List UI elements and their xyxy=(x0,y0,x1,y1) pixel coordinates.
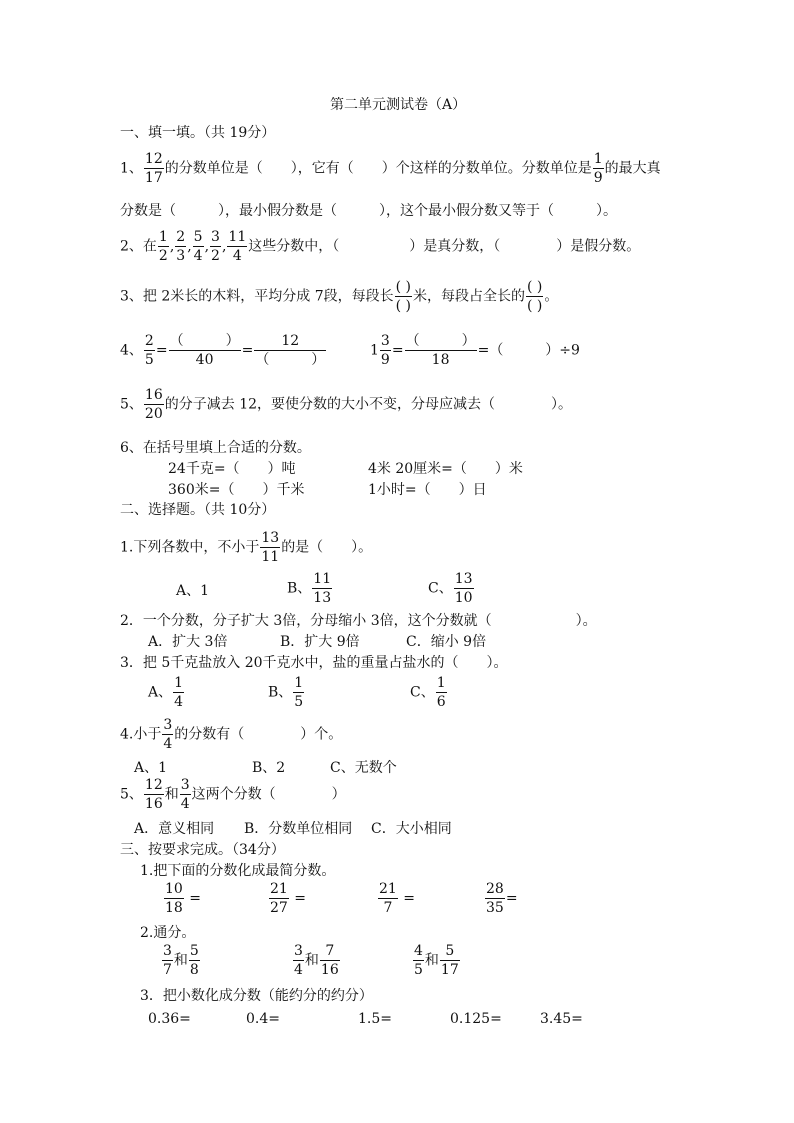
option-label: A、 xyxy=(148,684,173,701)
s1-q6-item: 1小时=（ ）日 xyxy=(368,482,487,498)
s2-q5-num: 5、 xyxy=(120,786,143,803)
s3-p3-item: 0.36= xyxy=(148,1011,191,1027)
s2-q2-optB: B．扩大 9倍 xyxy=(280,634,360,650)
s3-p1-title: 1.把下面的分数化成最简分数。 xyxy=(140,863,336,879)
s3-p1-item xyxy=(163,882,201,915)
option-label: C、 xyxy=(428,580,453,597)
s2-q5-optA: A．意义相同 xyxy=(134,821,215,837)
s1-q6-item: 4米 20厘米=（ ）米 xyxy=(368,461,523,477)
s2-q1 xyxy=(120,531,372,564)
equals: = xyxy=(505,890,518,907)
fraction: $\frac{3}{4}$ xyxy=(294,943,303,978)
s1-q6-item: 24千克=（ ）吨 xyxy=(168,461,296,477)
equals: = xyxy=(403,890,416,907)
whole-number: 1 xyxy=(370,342,379,359)
s2-q4-optC: C、无数个 xyxy=(330,760,397,776)
s2-q5-optC: C．大小相同 xyxy=(371,821,452,837)
s1-q5-text: 的分子减去 12，要使分数的大小不变，分母应减去（ ）。 xyxy=(164,396,573,413)
fraction: $\frac{3}{2}$ xyxy=(211,229,220,264)
fraction: $\frac{16}{20}$ xyxy=(144,387,163,422)
s1-q1-text2: 的最大真 xyxy=(604,160,661,177)
section-2-heading: 二、选择题。（共 10分） xyxy=(120,502,276,518)
s1-q2-text: 这些分数中，（ ）是真分数，（ ）是假分数。 xyxy=(248,238,641,255)
s3-p3-item: 1.5= xyxy=(358,1011,392,1027)
and-word: 和 xyxy=(424,952,439,969)
fraction: （ ） 18 xyxy=(405,333,476,368)
s1-q2-num: 2、在 xyxy=(120,238,157,255)
fraction: $\frac{3}{4}$ xyxy=(180,777,190,812)
separator: , xyxy=(187,238,192,255)
s3-p2-title: 2.通分。 xyxy=(140,925,196,941)
option-label: B、 xyxy=(287,580,312,597)
fraction: $\frac{11}{4}$ xyxy=(228,229,247,264)
section-3-heading: 三、按要求完成。（34分） xyxy=(120,842,285,858)
s2-q3-optA xyxy=(148,676,185,709)
s2-q3-optB xyxy=(268,676,305,709)
s1-q4-tail: （ ）÷9 xyxy=(489,342,580,359)
s2-q5-text: 这两个分数（ ） xyxy=(191,786,346,803)
s2-q5 xyxy=(120,778,346,811)
s3-p3-item: 0.4= xyxy=(246,1011,280,1027)
s3-p1-item xyxy=(268,882,306,915)
separator: , xyxy=(204,238,210,255)
s1-q3-text2: 米，每段占全长的 xyxy=(413,288,525,305)
fraction: $\frac{1}{5}$ xyxy=(294,675,304,710)
s2-q1-optB xyxy=(287,572,333,605)
fraction: $\frac{5}{4}$ xyxy=(193,229,203,264)
separator: , xyxy=(169,238,175,255)
fraction: $\frac{13}{11}$ xyxy=(261,530,280,565)
fraction: 12 （ ） xyxy=(255,333,326,368)
s2-q5-optB: B．分数单位相同 xyxy=(244,821,353,837)
s1-q1-line2: 分数是（ ），最小假分数是（ ），这个最小假分数又等于（ ）。 xyxy=(120,203,617,219)
s2-q3: 3．把 5千克盐放入 20千克水中，盐的重量占盐水的（ ）。 xyxy=(120,655,508,671)
separator: , xyxy=(221,238,227,255)
equals: = xyxy=(189,890,202,907)
and-word: 和 xyxy=(173,952,188,969)
s3-p2-pair xyxy=(161,944,201,977)
s1-q6-item: 360米=（ ）千米 xyxy=(168,482,305,498)
fraction: $\frac{13}{10}$ xyxy=(454,571,473,606)
s1-q3-text3: 。 xyxy=(544,288,559,305)
s2-q2-optC: C．缩小 9倍 xyxy=(406,634,487,650)
fraction: $\frac{21}{7}$ xyxy=(379,881,397,916)
s1-q5 xyxy=(120,388,572,421)
fraction: $\frac{10}{18}$ xyxy=(165,881,183,916)
s3-p1-item xyxy=(484,882,518,915)
s2-q1-text1: 1.下列各数中，不小于 xyxy=(120,539,260,556)
section-1-heading: 一、填一填。（共 19分） xyxy=(120,125,276,141)
equals: = xyxy=(294,890,307,907)
s3-p1-item xyxy=(377,882,415,915)
fraction: $\frac{1}{2}$ xyxy=(158,229,168,264)
page-title: 第二单元测试卷（A） xyxy=(330,97,467,113)
fraction: $\frac{28}{35}$ xyxy=(486,881,504,916)
s3-p3-item: 3.45= xyxy=(540,1011,583,1027)
s1-q5-num: 5、 xyxy=(120,396,143,413)
equals: = xyxy=(241,342,254,359)
fraction: $\frac{12}{16}$ xyxy=(144,777,163,812)
fraction: $\frac{5}{8}$ xyxy=(189,943,199,978)
and-word: 和 xyxy=(304,952,319,969)
s2-q4-text2: 的分数有（ ）个。 xyxy=(174,726,343,743)
fraction: $\frac{11}{13}$ xyxy=(313,571,332,606)
fraction: $\frac{1}{6}$ xyxy=(436,675,446,710)
option-label: C、 xyxy=(410,684,435,701)
fraction: $\frac{4}{5}$ xyxy=(414,943,423,978)
s2-q1-text2: 的是（ ）。 xyxy=(281,539,373,556)
fraction: $\frac{3}{7}$ xyxy=(163,943,172,978)
s3-p2-pair xyxy=(412,944,461,977)
s1-q3-text1: 3、把 2米长的木料，平均分成 7段，每段长 xyxy=(120,288,394,305)
equals: = xyxy=(155,342,168,359)
fraction: $\frac{2}{5}$ xyxy=(144,333,154,368)
fraction: $\frac{12}{17}$ xyxy=(144,151,163,186)
blank-fraction: ( ) ( ) xyxy=(527,279,543,314)
s3-p3-title: 3．把小数化成分数（能约分的约分） xyxy=(140,988,373,1004)
fraction: $\frac{21}{27}$ xyxy=(270,881,288,916)
s1-q1-text1: 的分数单位是（ ），它有（ ）个这样的分数单位。分数单位是 xyxy=(164,160,592,177)
and-word: 和 xyxy=(164,786,179,803)
s2-q2-optA: A．扩大 3倍 xyxy=(148,634,228,650)
s2-q3-optC xyxy=(410,676,448,709)
fraction: $\frac{2}{3}$ xyxy=(176,229,186,264)
s1-q2 xyxy=(120,230,640,263)
s2-q4-optB: B、2 xyxy=(252,760,286,776)
s3-p2-pair xyxy=(292,944,341,977)
fraction: $\frac{1}{9}$ xyxy=(593,151,603,186)
s1-q1-num: 1、 xyxy=(120,160,143,177)
s2-q4 xyxy=(120,718,342,751)
fraction: $\frac{1}{4}$ xyxy=(174,675,184,710)
s2-q1-optC xyxy=(428,572,475,605)
s1-q3 xyxy=(120,280,558,313)
s1-q4-num: 4、 xyxy=(120,342,143,359)
s2-q4-optA: A、1 xyxy=(134,760,168,776)
s2-q4-text1: 4.小于 xyxy=(120,726,162,743)
option-label: B、 xyxy=(268,684,293,701)
equals: = xyxy=(477,342,490,359)
fraction: $\frac{3}{9}$ xyxy=(380,333,390,368)
fraction: （ ） 40 xyxy=(169,333,240,368)
s1-q4-right xyxy=(370,334,580,367)
blank-fraction: ( ) ( ) xyxy=(395,279,411,314)
s3-p3-item: 0.125= xyxy=(450,1011,502,1027)
s2-q1-optA: A、1 xyxy=(176,583,210,599)
fraction: $\frac{7}{16}$ xyxy=(320,943,339,978)
s2-q2: 2．一个分数，分子扩大 3倍，分母缩小 3倍，这个分数就（ ）。 xyxy=(120,613,597,629)
s1-q1-line1 xyxy=(120,152,661,185)
fraction: $\frac{3}{4}$ xyxy=(163,717,173,752)
equals: = xyxy=(391,342,404,359)
fraction: $\frac{5}{17}$ xyxy=(440,943,459,978)
s1-q4-left xyxy=(120,334,327,367)
s1-q6-title: 6、在括号里填上合适的分数。 xyxy=(120,440,311,456)
